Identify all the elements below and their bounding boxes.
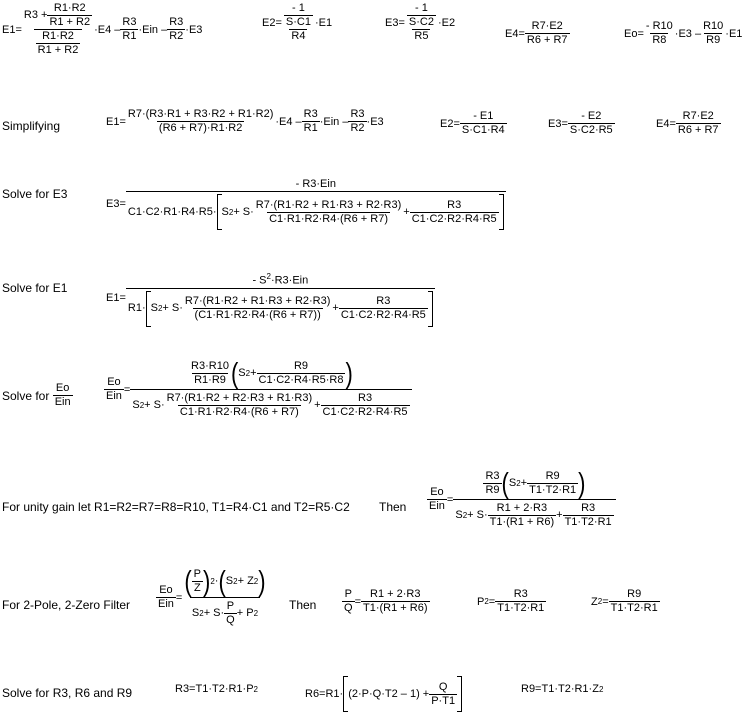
ug-top-in-num: R9 [545, 470, 560, 482]
label-unity-gain: For unity gain let R1=R2=R7=R8=R10, T1=R4·C1 and T2=R5·C2 [2, 500, 350, 514]
s-e3-den: S·C2·R5 [569, 124, 613, 136]
e1-inner-num-a: R3 + [23, 9, 48, 21]
s-e3-lhs: E3= [548, 117, 568, 130]
e3s-den-a: C1·C2·R1·R4·R5· [127, 205, 217, 218]
eo-bot-last-den: C1·C2·R2·R4·R5 [322, 406, 408, 418]
left-paren: ( [218, 564, 226, 598]
pq-eq: = [354, 595, 361, 608]
p2-num: R3 [513, 588, 528, 600]
left-paren: ( [230, 356, 239, 390]
equation-r3 [175, 683, 258, 695]
equation-z-squared [591, 588, 660, 615]
e2-bot: R4 [291, 30, 306, 42]
e1s-num-a: - S [252, 274, 267, 287]
label-solve-e3: Solve for E3 [2, 187, 68, 201]
s-e1-t2: ·Ein – [319, 115, 349, 128]
right-paren: ) [345, 356, 353, 390]
equation-e4-simplified [656, 110, 721, 137]
right-paren: ) [258, 564, 266, 598]
r3-expr: R3=T1·T2·R1·P [175, 683, 254, 695]
label-then-1: Then [379, 500, 407, 514]
equation-e3-original [385, 2, 455, 43]
tp-lhs-den: Ein [158, 598, 174, 610]
eo-top-f-den: R1·R9 [194, 374, 226, 386]
equation-e2-original [262, 2, 332, 43]
eo-bot-plus: + [314, 399, 321, 411]
eo-f1-den: R8 [652, 34, 667, 46]
ug-bot-last-num: R3 [581, 502, 596, 514]
r9-exp: 2 [598, 684, 604, 694]
equation-eo-ein [104, 356, 412, 419]
right-bracket [499, 194, 504, 230]
equation-e3-simplified [548, 110, 615, 137]
s-e1-t1: ·E4 – [275, 115, 302, 128]
z2-num: R9 [627, 588, 642, 600]
s-e4-den: R6 + R7 [677, 124, 719, 136]
s-e4-num: R7·E2 [682, 110, 714, 122]
tp-pz-exp: 2 [210, 577, 215, 586]
eo-bot-s-exp: 2 [139, 401, 145, 410]
e1-outer-den-den: R1 + R2 [37, 44, 79, 56]
ug-bot-plus: + [556, 509, 563, 521]
ug-bot-plus-s: + S· [467, 509, 488, 521]
pq-den: Q [344, 602, 353, 614]
r6-num: Q [438, 680, 448, 693]
ug-top-f-den: R9 [485, 484, 500, 496]
ug-bot-s-exp: 2 [462, 511, 468, 520]
ug-bot-in-num: R1 + 2·R3 [496, 502, 548, 514]
tp-bot-p-exp: 2 [253, 609, 259, 618]
e3s-s-exp: 2 [228, 207, 234, 217]
z2-eq: = [602, 595, 609, 608]
right-bracket [428, 291, 433, 327]
e1s-s-exp: 2 [157, 304, 163, 314]
equation-e4-original [505, 20, 570, 47]
eo-bot-in-den: C1·R1·R2·R4·(R6 + R7) [179, 406, 299, 418]
e1s-plus-s: + S· [162, 302, 183, 315]
e1-tail-3: ·E3 [185, 23, 203, 36]
right-paren: ) [203, 564, 211, 598]
eo-top-plus: + [250, 367, 257, 379]
tp-plus-z: + Z [237, 575, 254, 587]
e1s-s: S [150, 302, 158, 315]
e3-top: - 1 [415, 2, 428, 14]
ug-bot-in-den: T1·(R1 + R6) [489, 516, 555, 528]
s-e4-lhs: E4= [656, 117, 676, 130]
pq-rhs-num: R1 + 2·R3 [370, 588, 421, 600]
z2-exp: 2 [597, 597, 603, 606]
eo-lhs: Eo= [624, 27, 644, 40]
equation-e1-original [2, 2, 202, 57]
ug-bot-last-den: T1·T2·R1 [564, 516, 612, 528]
eo-top-s-exp: 2 [245, 369, 251, 378]
s-e2-lhs: E2= [440, 117, 460, 130]
equation-p-squared [477, 588, 546, 615]
equation-r9 [521, 683, 603, 695]
label-solve-e1: Solve for E1 [2, 281, 68, 295]
pq-rhs-den: T1·(R1 + R6) [363, 602, 428, 614]
eo-bot-plus-s: + S· [144, 399, 165, 411]
equation-e3-solved [106, 178, 506, 230]
tp-s-exp: 2 [233, 577, 238, 586]
r6-mid: (2·P·Q·T2 – 1) + [348, 688, 430, 700]
ug-eq: = [446, 493, 454, 506]
ug-lhs-num: Eo [430, 486, 444, 498]
tp-eq: = [175, 591, 183, 604]
equation-e1-simplified [106, 108, 384, 135]
e1-tail-1: ·E4 – [94, 23, 121, 36]
e2-lhs: E2= [262, 16, 282, 29]
p2-eq: = [488, 595, 496, 608]
e3s-num: - R3·Ein [295, 178, 336, 190]
label-solve-eo-ein [2, 382, 73, 409]
eo-ein-lhs-num: Eo [107, 376, 121, 388]
equation-e2-simplified [440, 110, 507, 137]
e1-tail-2: ·Ein – [138, 23, 168, 36]
e2-top: - 1 [292, 2, 305, 14]
equation-r6 [305, 676, 462, 712]
e3s-inner-den: C1·R1·R2·R4·(R6 + R7) [269, 212, 388, 225]
eo-top-s: S [238, 367, 246, 379]
left-paren: ( [184, 564, 192, 598]
label-ein: Ein [54, 396, 71, 408]
left-paren: ( [501, 466, 509, 500]
label-solve-r: Solve for R3, R6 and R9 [2, 686, 133, 700]
e1s-last-num: R3 [376, 295, 391, 308]
right-bracket [457, 676, 462, 712]
e1s-inner-den: (C1·R1·R2·R4·(R6 + R7)) [194, 309, 321, 322]
e3-tail: ·E2 [437, 16, 456, 29]
e1-f3-num: R3 [169, 16, 184, 28]
eo-tail-1: ·E3 – [674, 27, 702, 40]
e3s-inner-num: R7·(R1·R2 + R1·R3 + R2·R3) [255, 198, 402, 211]
ug-top-in-den: T1·T2·R1 [529, 484, 577, 496]
e1s-num-b: ·R3·Ein [270, 274, 309, 287]
e1-lhs: E1= [2, 23, 22, 36]
s-e3-num: - E2 [581, 110, 602, 122]
right-paren: ) [578, 466, 586, 500]
eo-tail-2: ·E1 [725, 27, 743, 40]
tp-bot-s-exp: 2 [199, 609, 204, 618]
e2-tail: ·E1 [314, 16, 333, 29]
tp-bot-plus-p: + P [236, 607, 254, 619]
ug-top-s-exp: 2 [516, 479, 521, 488]
e1-inner-fraction-den: R1 + R2 [49, 16, 91, 28]
s-e1-lhs: E1= [106, 115, 126, 128]
e1-outer-den-num: R1·R2 [42, 30, 74, 42]
equation-two-pole: $\frac{Eo}{\text{Ein}}$ = ( $\frac{P}{Z}$ ) 2 · ( S 2 + Z 2 ) S 2 + S· $\frac{P}{Q}$ + P 2 [158, 564, 266, 626]
e1s-plus: + [332, 302, 339, 315]
equation-e1-solved [106, 270, 435, 327]
e4-lhs: E4= [505, 27, 525, 40]
p2-exp: 2 [484, 597, 489, 606]
eo-ein-lhs-den: Ein [106, 390, 122, 402]
ug-lhs-den: Ein [429, 500, 445, 512]
s-e1-f2-den: R1 [303, 122, 318, 134]
eo-f2-den: R9 [706, 34, 721, 46]
equation-p-over-q [342, 588, 430, 615]
tp-pz-num: P [193, 568, 202, 580]
r3-exp: 2 [253, 684, 258, 694]
e1s-inner-num: R7·(R1·R2 + R1·R3 + R2·R3) [184, 295, 331, 308]
eo-bot-last-num: R3 [358, 392, 373, 404]
ug-top-plus: + [520, 477, 528, 489]
eo-top-in-num: R9 [293, 360, 309, 372]
z2-lhs: Z [591, 595, 598, 608]
tp-lhs-num: Eo [159, 584, 173, 596]
e2-mid: S·C1 [285, 16, 311, 28]
e1-main-fraction [22, 2, 94, 57]
tp-z-exp: 2 [253, 577, 259, 586]
e3s-plus-s: + S· [233, 205, 254, 218]
tp-bot-plus-s: + S· [203, 607, 225, 619]
tp-bot-s: S [191, 607, 200, 619]
e1s-lhs: E1= [106, 292, 126, 305]
equation-unity-gain [427, 466, 616, 529]
e3s-plus: + [403, 205, 410, 218]
r6-den: P·T1 [431, 694, 456, 707]
tp-bot-pq-num: P [226, 600, 235, 612]
e3s-lhs: E3= [106, 198, 126, 210]
ug-top-f-num: R3 [485, 470, 500, 482]
r9-expr: R9=T1·T2·R1·Z [521, 683, 599, 695]
e1-inner-fraction-num: R1·R2 [53, 2, 86, 14]
e1s-den-a: R1· [127, 302, 146, 315]
p2-lhs: P [477, 595, 485, 608]
e3-mid: S·C2 [408, 16, 434, 28]
eo-bot-s: S [132, 399, 140, 411]
label-solve-for: Solve for [2, 388, 50, 403]
eo-bot-in-num: R7·(R1·R2 + R2·R3 + R1·R3) [166, 392, 313, 404]
tp-s: S [225, 575, 234, 587]
equation-eo-original [624, 20, 742, 47]
eo-f1-num: - R10 [645, 20, 673, 32]
e1-f3-den: R2 [169, 30, 184, 42]
label-then-2: Then [289, 598, 317, 612]
s-e2-num: - E1 [473, 110, 494, 122]
s-e1-f3-num: R3 [350, 108, 365, 120]
ug-bot-s: S [455, 509, 463, 521]
pq-num: P [344, 588, 352, 600]
s-e1-num: R7·(R3·R1 + R3·R2 + R1·R2) [127, 108, 274, 120]
label-simplifying: Simplifying [2, 119, 61, 133]
s-e1-den: (R6 + R7)·R1·R2 [158, 122, 243, 134]
e3s-last-den: C1·C2·R2·R4·R5 [411, 212, 497, 225]
eo-top-f-num: R3·R10 [191, 360, 229, 372]
r6-lhs: R6=R1· [305, 688, 344, 700]
eo-top-in-den: C1·C2·R4·R5·R8 [258, 374, 344, 386]
ug-top-s: S [508, 477, 517, 489]
label-eo: Eo [55, 382, 70, 394]
e3-lhs: E3= [385, 16, 405, 29]
tp-pz-den: Z [193, 582, 201, 594]
e3-bot: R5 [414, 30, 429, 42]
eo-ein-eq: = [123, 383, 131, 396]
e3s-last-num: R3 [447, 198, 462, 211]
s-e1-t3: ·E3 [366, 115, 384, 128]
tp-bot-pq-den: Q [226, 614, 235, 626]
s-e2-den: S·C1·R4 [461, 124, 505, 136]
s-e1-f2-num: R3 [303, 108, 318, 120]
e1-f2-num: R3 [122, 16, 137, 28]
e1s-last-den: C1·C2·R2·R4·R5 [340, 309, 426, 322]
s-e1-f3-den: R2 [350, 122, 365, 134]
e1s-num-exp: 2 [266, 272, 271, 281]
eo-f2-num: R10 [703, 20, 724, 32]
e4-num: R7·E2 [531, 20, 563, 32]
z2-den: T1·T2·R1 [610, 602, 658, 614]
p2-den: T1·T2·R1 [497, 602, 545, 614]
e1-f2-den: R1 [122, 30, 137, 42]
e3s-s: S [221, 205, 229, 218]
e4-den: R6 + R7 [526, 34, 568, 46]
label-two-pole: For 2-Pole, 2-Zero Filter [2, 598, 131, 612]
